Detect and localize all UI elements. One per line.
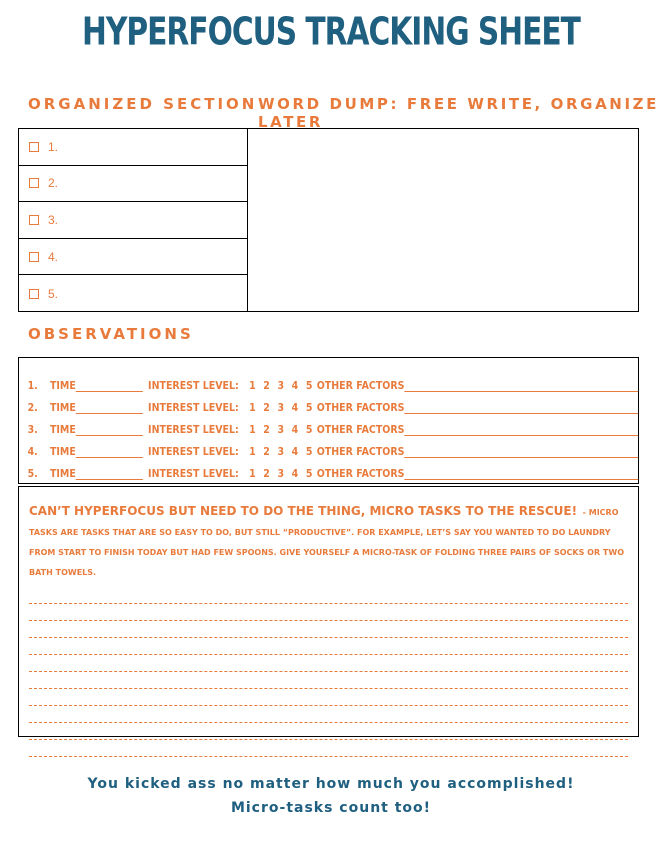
level-3[interactable]: 3 [277, 445, 285, 458]
level-5[interactable]: 5 [305, 379, 313, 392]
interest-label: INTEREST LEVEL: [148, 445, 239, 458]
time-label: TIME [49, 467, 76, 480]
interest-levels [249, 423, 317, 436]
level-2[interactable]: 2 [263, 445, 270, 458]
organized-item-number: 1. [48, 139, 59, 154]
level-3[interactable]: 3 [277, 379, 285, 392]
level-4[interactable]: 4 [291, 467, 299, 480]
dashed-line [29, 740, 628, 757]
observation-number: 1. [27, 379, 38, 392]
level-4[interactable]: 4 [291, 379, 299, 392]
checkbox[interactable] [29, 289, 39, 299]
other-factors-label: OTHER FACTORS [316, 445, 405, 458]
organized-item-number: 5. [48, 286, 59, 301]
other-factors-label: OTHER FACTORS [316, 467, 405, 480]
organized-item-number: 4. [48, 249, 59, 264]
interest-label: INTEREST LEVEL: [148, 379, 239, 392]
organized-item [19, 129, 247, 166]
organized-item [19, 239, 247, 276]
dashed-line [29, 587, 628, 604]
other-factors-blank[interactable] [404, 467, 638, 480]
time-blank[interactable] [76, 423, 143, 436]
dashed-line [29, 638, 628, 655]
level-4[interactable]: 4 [291, 423, 299, 436]
level-2[interactable]: 2 [263, 401, 270, 414]
other-factors-blank[interactable] [404, 379, 638, 392]
time-label: TIME [49, 423, 76, 436]
observations-box [18, 357, 639, 484]
observation-row [19, 414, 643, 436]
dashed-line [29, 604, 628, 621]
observation-row [19, 370, 643, 392]
dashed-line [29, 655, 628, 672]
level-3[interactable]: 3 [277, 423, 285, 436]
interest-levels [249, 467, 317, 480]
time-blank[interactable] [76, 445, 143, 458]
time-label: TIME [49, 379, 76, 392]
level-1[interactable]: 1 [249, 445, 256, 458]
organized-item-number: 2. [48, 176, 59, 191]
micro-tasks-text [29, 501, 628, 581]
level-5[interactable]: 5 [305, 445, 313, 458]
level-5[interactable]: 5 [305, 401, 313, 414]
dashed-line [29, 621, 628, 638]
level-1[interactable]: 1 [249, 379, 256, 392]
interest-levels [249, 445, 317, 458]
level-5[interactable]: 5 [305, 423, 313, 436]
other-factors-label: OTHER FACTORS [316, 401, 405, 414]
other-factors-blank[interactable] [404, 445, 638, 458]
dashed-line [29, 723, 628, 740]
organized-item [19, 166, 247, 203]
dashed-line [29, 672, 628, 689]
word-dump-heading: WORD DUMP: FREE WRITE, ORGANIZE LATER [258, 95, 659, 131]
time-blank[interactable] [76, 401, 143, 414]
level-1[interactable]: 1 [249, 467, 256, 480]
observation-number: 4. [27, 445, 38, 458]
observations-heading: OBSERVATIONS [28, 325, 194, 343]
checkbox[interactable] [29, 142, 39, 152]
word-dump-area[interactable] [247, 128, 639, 312]
time-label: TIME [49, 401, 76, 414]
observation-number: 2. [27, 401, 38, 414]
level-1[interactable]: 1 [249, 423, 256, 436]
observation-row [19, 458, 643, 480]
checkbox[interactable] [29, 178, 39, 188]
organized-item [19, 202, 247, 239]
level-1[interactable]: 1 [249, 401, 256, 414]
time-blank[interactable] [76, 467, 143, 480]
micro-tasks-box [18, 486, 639, 737]
level-4[interactable]: 4 [291, 401, 299, 414]
interest-levels [249, 379, 317, 392]
other-factors-label: OTHER FACTORS [316, 379, 405, 392]
organized-section-heading: ORGANIZED SECTION [28, 95, 258, 113]
organized-section-list [18, 128, 248, 312]
checkbox[interactable] [29, 215, 39, 225]
observation-row [19, 392, 643, 414]
other-factors-label: OTHER FACTORS [316, 423, 405, 436]
micro-tasks-description: - MICRO TASKS ARE TASKS THAT ARE SO EASY TO DO, BUT STILL “PRODUCTIVE”. FOR EXAMPLE, LET’S SAY YOU WANTED TO DO LAUNDRY FROM START TO FINISH TODAY BUT HAD FEW SPOONS. GIVE YOURSELF A MICRO-TASK OF FOLDING THREE PAIRS OF SOCKS OR TWO BATH TOWELS. [29, 508, 625, 577]
dashed-line [29, 689, 628, 706]
level-2[interactable]: 2 [263, 423, 270, 436]
footer-line-1: You kicked ass no matter how much you accomplished! [87, 776, 575, 792]
observation-number: 3. [27, 423, 38, 436]
micro-tasks-heading: CAN’T HYPERFOCUS BUT NEED TO DO THE THING, MICRO TASKS TO THE RESCUE! [29, 504, 578, 518]
interest-label: INTEREST LEVEL: [148, 467, 239, 480]
interest-levels [249, 401, 317, 414]
observation-number: 5. [27, 467, 38, 480]
time-label: TIME [49, 445, 76, 458]
other-factors-blank[interactable] [404, 423, 638, 436]
level-4[interactable]: 4 [291, 445, 299, 458]
dashed-line [29, 706, 628, 723]
footer-line-2: Micro-tasks count too! [230, 800, 432, 816]
level-3[interactable]: 3 [277, 401, 285, 414]
checkbox[interactable] [29, 252, 39, 262]
other-factors-blank[interactable] [404, 401, 638, 414]
organized-item [19, 275, 247, 312]
level-3[interactable]: 3 [277, 467, 285, 480]
interest-label: INTEREST LEVEL: [148, 423, 239, 436]
level-5[interactable]: 5 [305, 467, 313, 480]
level-2[interactable]: 2 [263, 467, 270, 480]
interest-label: INTEREST LEVEL: [148, 401, 239, 414]
observation-row [19, 436, 643, 458]
page-title: HYPERFOCUS TRACKING SHEET [82, 9, 580, 54]
organized-item-number: 3. [48, 212, 59, 227]
micro-tasks-writing-lines[interactable] [29, 587, 628, 757]
level-2[interactable]: 2 [263, 379, 270, 392]
time-blank[interactable] [76, 379, 143, 392]
